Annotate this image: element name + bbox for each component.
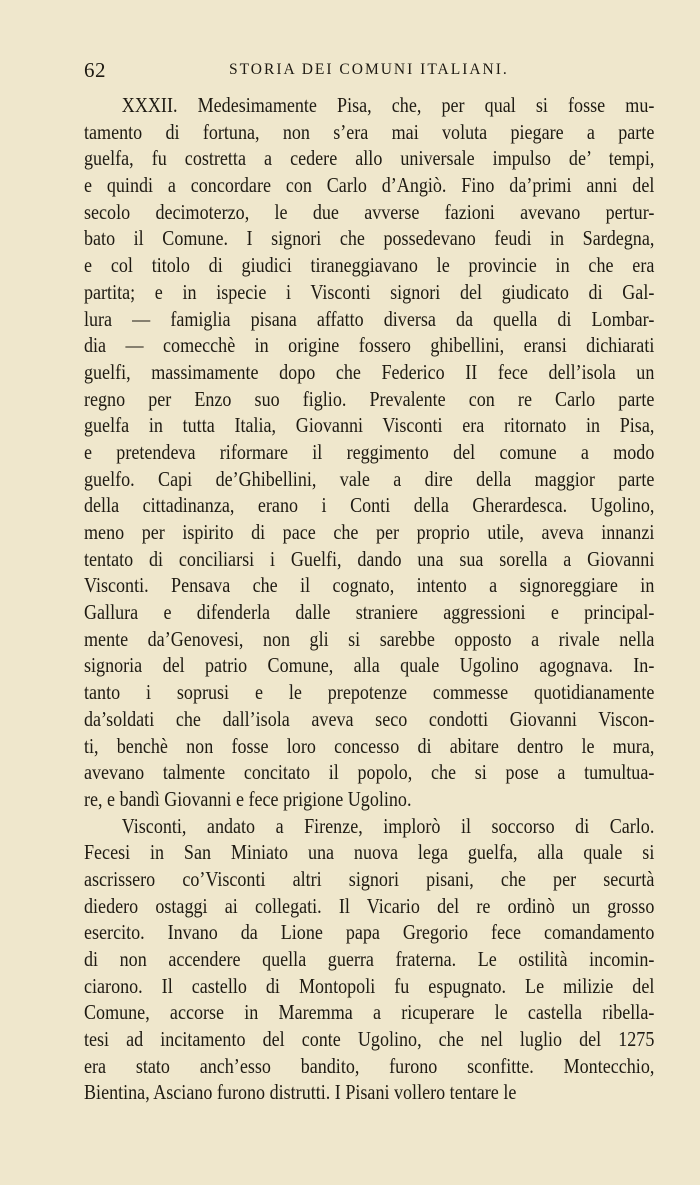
text-line: partita; e in ispecie i Visconti signori del giudicato di Gal-: [84, 279, 655, 304]
text-line: XXXII. Medesimamente Pisa, che, per qual si fosse mu-: [121, 93, 655, 117]
text-line: e quindi a concordare con Carlo d’Angiò. Fino da’primi anni del: [84, 173, 655, 198]
text-line: guelfa, fu costretta a cedere allo universale impulso de’ tempi,: [84, 146, 655, 171]
text-line: secolo decimoterzo, le due avverse fazioni avevano pertur-: [84, 199, 655, 224]
text-line: Visconti. Pensava che il cognato, intento a signoreggiare in: [84, 573, 655, 598]
text-line: di non accendere quella guerra fraterna. Le ostilità incomin-: [84, 947, 655, 971]
page-header: [84, 58, 662, 84]
text-line: guelfi, massimamente dopo che Federico II fece dell’isola un: [84, 359, 655, 384]
text-line: mente da’Genovesi, non gli si sarebbe opposto a rivale nella: [84, 626, 655, 651]
text-line: ciarono. Il castello di Montopoli fu espugnato. Le milizie del: [84, 973, 655, 998]
text-line: e pretendeva riformare il reggimento del comune a modo: [84, 439, 655, 464]
text-line: esercito. Invano da Lione papa Gregorio fece comandamento: [84, 920, 655, 945]
text-line: regno per Enzo suo figlio. Prevalente con re Carlo parte: [84, 386, 655, 411]
text-line: Fecesi in San Miniato una nuova lega guelfa, alla quale si: [84, 840, 655, 865]
text-line: bato il Comune. I signori che possedevano feudi in Sardegna,: [84, 226, 655, 251]
text-line: Visconti, andato a Firenze, implorò il soccorso di Carlo.: [121, 813, 655, 838]
text-line: re, e bandì Giovanni e fece prigione Ugolino.: [84, 786, 412, 811]
text-line: e col titolo di giudici tiraneggiavano le provincie in che era: [84, 253, 655, 278]
text-line: tesi ad incitamento del conte Ugolino, che nel luglio del 1275: [84, 1027, 655, 1052]
text-line: Bientina, Asciano furono distrutti. I Pisani vollero tentare le: [84, 1080, 517, 1105]
text-line: Gallura e difenderla dalle straniere aggressioni e principal-: [84, 600, 655, 625]
text-line: dia — comecchè in origine fossero ghibellini, eransi dichiarati: [84, 333, 655, 358]
text-line: signoria del patrio Comune, alla quale Ugolino agognava. In-: [84, 653, 655, 678]
text-line: tentato di conciliarsi i Guelfi, dando una sua sorella a Giovanni: [84, 546, 655, 571]
text-line: tamento di fortuna, non s’era mai voluta piegare a parte: [84, 119, 655, 144]
text-line: avevano talmente concitato il popolo, che si pose a tumultua-: [84, 760, 655, 785]
body-text: [84, 92, 654, 1106]
text-line: da’soldati che dall’isola aveva seco condotti Giovanni Viscon-: [84, 706, 655, 731]
text-line: guelfo. Capi de’Ghibellini, vale a dire della maggior parte: [84, 466, 655, 491]
text-line: guelfa in tutta Italia, Giovanni Visconti era ritornato in Pisa,: [84, 413, 655, 438]
text-line: era stato anch’esso bandito, furono sconfitte. Montecchio,: [84, 1053, 655, 1078]
text-line: lura — famiglia pisana affatto diversa da quella di Lombar-: [84, 306, 655, 331]
text-line: ascrissero co’Visconti altri signori pisani, che per securtà: [84, 866, 655, 891]
running-title: STORIA DEI COMUNI ITALIANI.: [229, 61, 509, 78]
text-line: Comune, accorse in Maremma a ricuperare le castella ribella-: [84, 1000, 655, 1025]
text-line: della cittadinanza, erano i Conti della Gherardesca. Ugolino,: [84, 493, 655, 518]
text-line: diedero ostaggi ai collegati. Il Vicario del re ordinò un grosso: [84, 893, 655, 918]
page-number: 62: [84, 58, 106, 82]
text-line: meno per ispirito di pace che per proprio utile, aveva innanzi: [84, 520, 655, 544]
text-line: tanto i soprusi e le prepotenze commesse quotidianamente: [84, 680, 655, 705]
text-line: ti, benchè non fosse loro concesso di abitare dentro le mura,: [84, 733, 655, 758]
